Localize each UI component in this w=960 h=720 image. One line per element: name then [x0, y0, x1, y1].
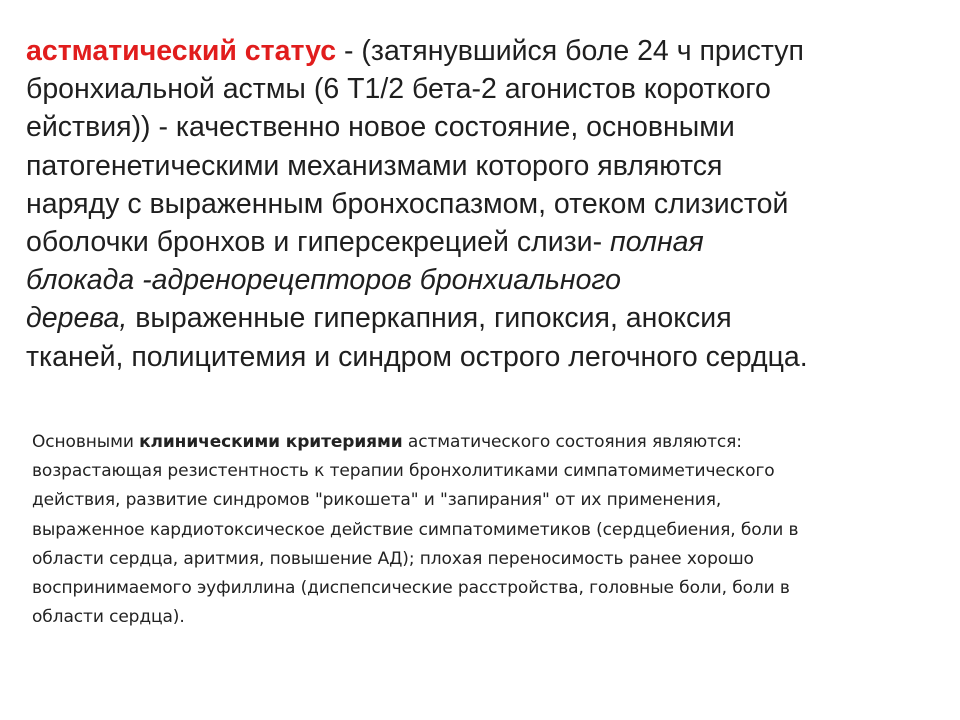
criteria-paragraph: [32, 428, 912, 632]
main-line-7: блокада -адренорецепторов бронхиального: [26, 264, 622, 297]
criteria-line-4: выраженное кардиотоксическое действие симпатомиметиков (сердцебиения, боли в: [32, 519, 799, 540]
criteria-line-1: [32, 428, 912, 457]
main-line-6: [26, 223, 936, 261]
main-line-1: [26, 32, 936, 70]
main-line-8: [26, 299, 936, 337]
main-line-5: наряду с выраженным бронхоспазмом, отеком слизистой: [26, 187, 789, 220]
main-line-4: патогенетическими механизмами которого являются: [26, 149, 723, 182]
criteria-line-2: возрастающая резистентность к терапии бронхолитиками симпатомиметического: [32, 461, 775, 482]
criteria-line-5: области сердца, аритмия, повышение АД); плохая переносимость ранее хорошо: [32, 548, 754, 569]
highlighted-term: астматический статус: [26, 35, 337, 67]
main-line-8-italic: дерева,: [26, 302, 128, 335]
main-line-6-text: оболочки бронхов и гиперсекрецией слизи-: [26, 226, 611, 259]
main-line-3: ействия)) - качественно новое состояние, основными: [26, 111, 735, 144]
criteria-line-7: области сердца).: [32, 607, 185, 628]
criteria-emphasis: клиническими критериями: [139, 432, 403, 452]
criteria-prefix: Основными: [32, 432, 140, 452]
criteria-line-1-text: астматического состояния являются:: [402, 432, 742, 452]
criteria-line-6: воспринимаемого эуфиллина (диспепсические расстройства, головные боли, боли в: [32, 578, 790, 599]
main-line-8-text: выраженные гиперкапния, гипоксия, аноксия: [127, 302, 732, 335]
main-line-9: тканей, полицитемия и синдром острого легочного сердца.: [26, 340, 808, 373]
main-line-1-text: - (затянувшийся боле 24 ч приступ: [336, 35, 804, 67]
main-line-6-italic: полная: [610, 226, 704, 259]
main-line-2: бронхиальной астмы (6 Т1/2 бета-2 агонистов короткого: [26, 73, 771, 106]
criteria-line-3: действия, развитие синдромов "рикошета" и "запирания" от их применения,: [32, 490, 722, 511]
main-paragraph: [26, 32, 936, 376]
